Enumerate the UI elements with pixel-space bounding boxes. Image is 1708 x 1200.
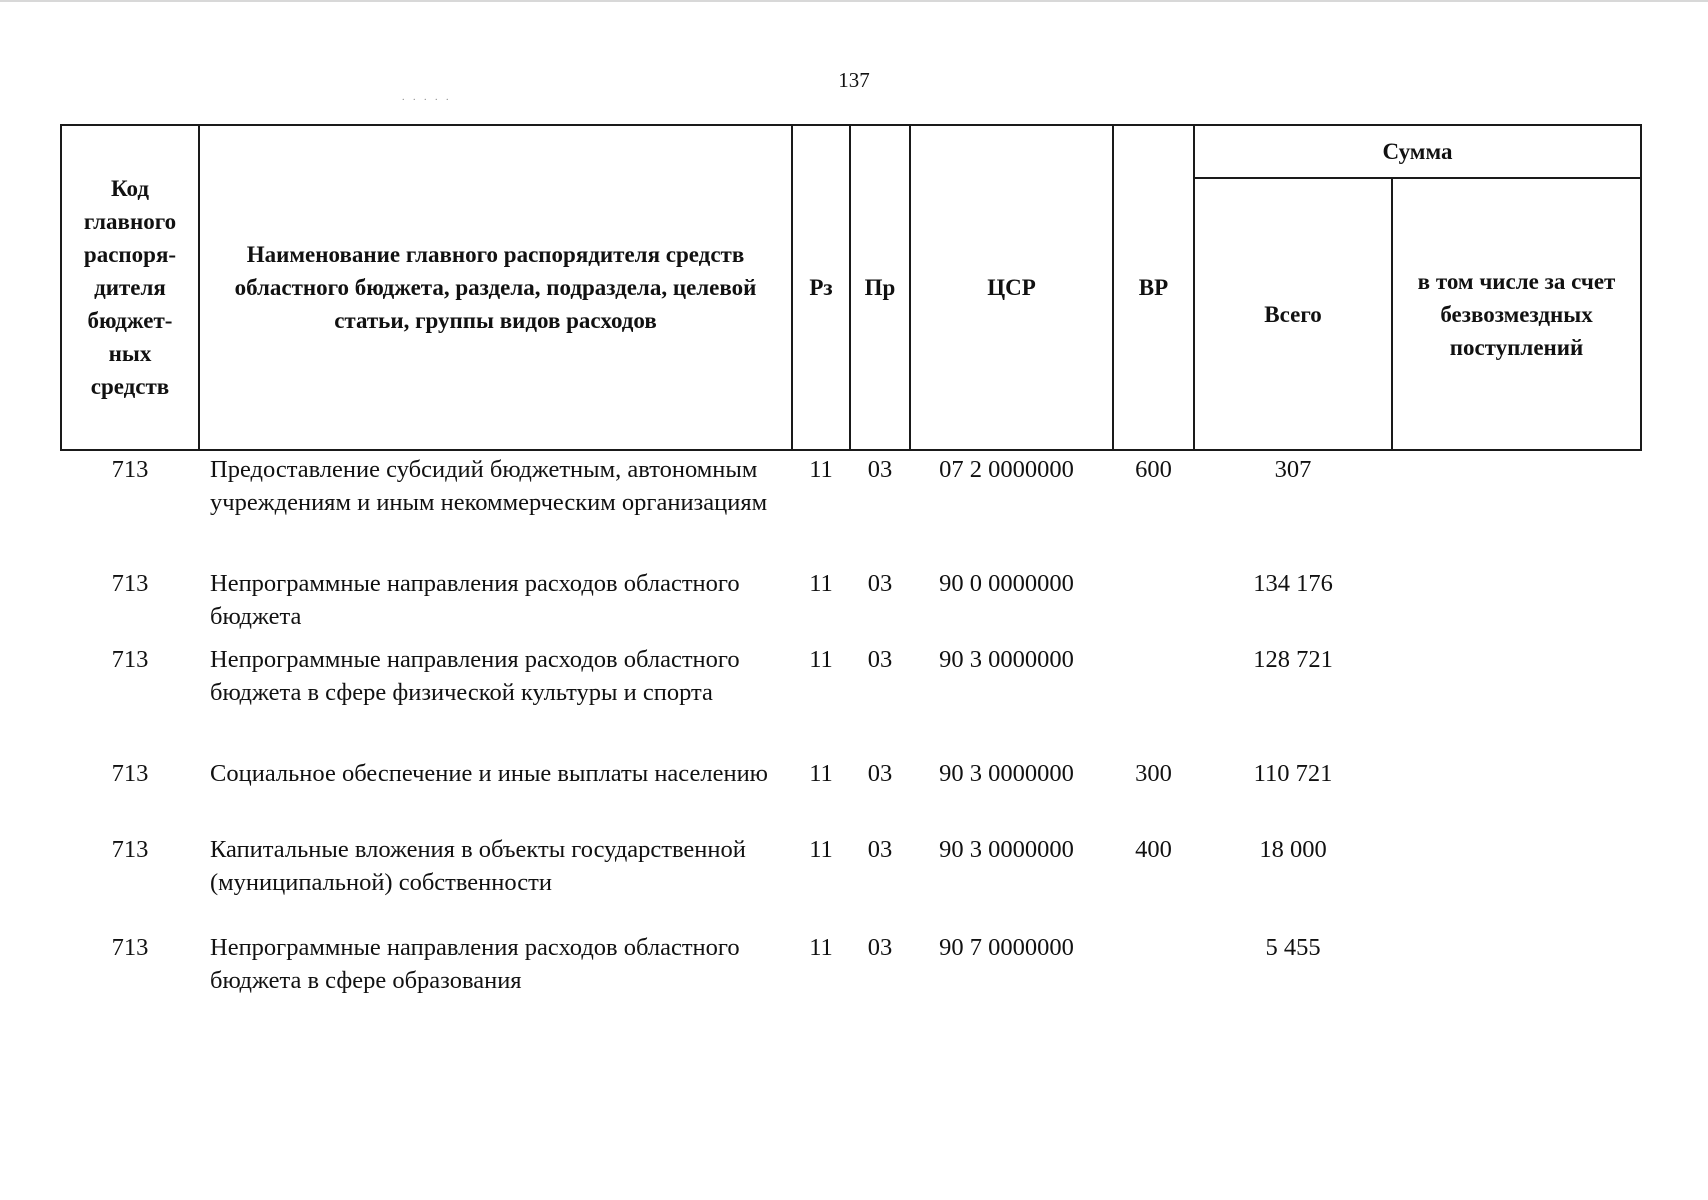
cell-rz: 11 — [809, 456, 833, 483]
cell-name: Непрограммные направления расходов областного бюджета в сфере физической культуры и спорта — [210, 646, 740, 706]
cell-csr: 07 2 0000000 — [939, 456, 1074, 483]
cell-code: 713 — [111, 456, 149, 483]
cell-pr: 03 — [867, 570, 893, 597]
cell-vr: 300 — [1135, 760, 1172, 787]
header-incl-free: в том числе за счет безвозмездных поступлений — [1392, 178, 1641, 450]
cell-name: Непрограммные направления расходов областного бюджета в сфере образования — [210, 934, 740, 994]
cell-csr: 90 3 0000000 — [939, 836, 1074, 863]
cell-total: 110 721 — [1253, 760, 1333, 787]
cell-vr — [1113, 931, 1194, 1001]
budget-table — [60, 124, 1642, 1001]
cell-total: 5 455 — [1265, 934, 1321, 961]
cell-code: 713 — [111, 570, 149, 597]
cell-name: Непрограммные направления расходов областного бюджета — [210, 570, 740, 630]
cell-csr: 90 7 0000000 — [939, 934, 1074, 961]
cell-csr: 90 3 0000000 — [939, 760, 1074, 787]
header-rz: Рз — [792, 125, 850, 450]
cell-free — [1392, 757, 1641, 833]
table-row — [61, 757, 1641, 833]
cell-code: 713 — [111, 760, 149, 787]
cell-name: Социальное обеспечение и иные выплаты населению — [210, 760, 768, 787]
page-number: 137 — [838, 68, 870, 92]
header-vr: ВР — [1113, 125, 1194, 450]
cell-vr — [1113, 643, 1194, 757]
cell-pr: 03 — [867, 646, 893, 673]
cell-total: 18 000 — [1259, 836, 1327, 863]
header-summa: Сумма — [1194, 125, 1641, 178]
cell-pr: 03 — [867, 760, 893, 787]
cell-free — [1392, 567, 1641, 643]
cell-vr: 400 — [1135, 836, 1172, 863]
cell-free — [1392, 643, 1641, 757]
table-row — [61, 450, 1641, 567]
header-csr: ЦСР — [910, 125, 1113, 450]
cell-rz: 11 — [809, 646, 833, 673]
cell-vr — [1113, 567, 1194, 643]
cell-pr: 03 — [867, 836, 893, 863]
cell-total: 134 176 — [1253, 570, 1333, 597]
cell-rz: 11 — [809, 836, 833, 863]
cell-free — [1392, 931, 1641, 1001]
cell-code: 713 — [111, 934, 149, 961]
cell-free — [1392, 450, 1641, 567]
cell-rz: 11 — [809, 934, 833, 961]
cell-csr: 90 3 0000000 — [939, 646, 1074, 673]
cell-vr: 600 — [1135, 456, 1172, 483]
cell-total: 307 — [1274, 456, 1312, 483]
cell-code: 713 — [111, 836, 149, 863]
table-body — [61, 450, 1641, 1001]
table-row — [61, 643, 1641, 757]
cell-code: 713 — [111, 646, 149, 673]
scan-artifact: . . . . . — [402, 92, 452, 103]
header-name: Наименование главного распорядителя средств областного бюджета, раздела, подраздела, целевой статьи, группы видов расходов — [199, 125, 792, 450]
table-row — [61, 833, 1641, 931]
scan-border — [0, 0, 1708, 2]
cell-free — [1392, 833, 1641, 931]
cell-csr: 90 0 0000000 — [939, 570, 1074, 597]
table-row — [61, 931, 1641, 1001]
cell-rz: 11 — [809, 570, 833, 597]
cell-pr: 03 — [867, 934, 893, 961]
table-row — [61, 567, 1641, 643]
header-code: Код главного распоря-дителя бюджет-ных средств — [61, 125, 199, 450]
cell-name: Капитальные вложения в объекты государственной (муниципальной) собственности — [210, 836, 746, 896]
cell-pr: 03 — [867, 456, 893, 483]
table-header — [61, 125, 1641, 450]
header-pr: Пр — [850, 125, 910, 450]
cell-rz: 11 — [809, 760, 833, 787]
header-total: Всего — [1194, 178, 1392, 450]
cell-total: 128 721 — [1253, 646, 1333, 673]
cell-name: Предоставление субсидий бюджетным, автономным учреждениям и иным некоммерческим организациям — [210, 456, 768, 516]
